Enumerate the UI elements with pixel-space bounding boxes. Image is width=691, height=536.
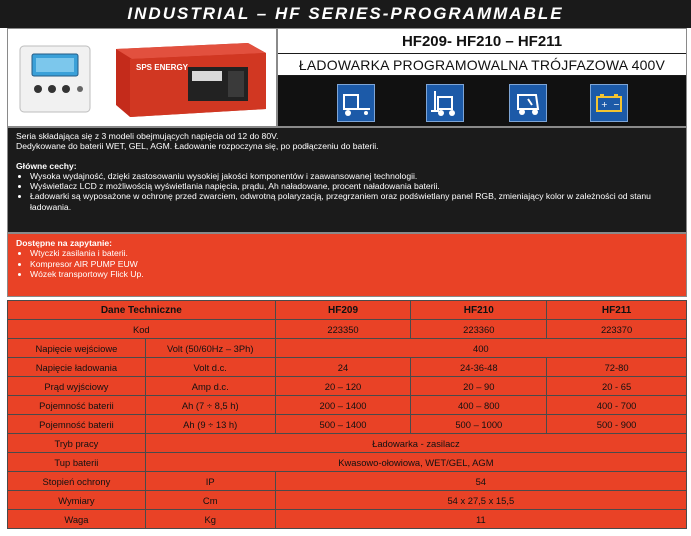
charger-image xyxy=(108,39,268,119)
brand-label: SPS ENERGY xyxy=(136,63,189,72)
table-cell: 54 x 27,5 x 15,5 xyxy=(275,491,686,510)
model-info xyxy=(277,28,687,127)
model-list: HF209- HF210 – HF211 xyxy=(278,29,686,54)
row-unit: IP xyxy=(145,472,275,491)
table-header-cell: HF210 xyxy=(411,301,547,320)
description-line: Seria składająca się z 3 modeli obejmujących napięcia od 12 do 80V. xyxy=(16,131,279,141)
availability-title: Dostępne na zapytanie: xyxy=(16,238,112,248)
row-label: Wymiary xyxy=(8,491,146,510)
table-cell: 24 xyxy=(275,358,411,377)
svg-text:+: + xyxy=(601,100,608,109)
table-cell: 400 xyxy=(275,339,686,358)
table-header-cell: HF209 xyxy=(275,301,411,320)
forklift-icon xyxy=(426,84,464,122)
feature-item: • Wysoka wydajność, dzięki zastosowaniu wysokiej jakości komponentów i zaawansowanej technologii. xyxy=(30,171,678,181)
table-row xyxy=(8,453,687,472)
availability-item: • Kompresor AIR PUMP EUW xyxy=(30,259,678,269)
table-cell: 400 - 700 xyxy=(547,396,687,415)
technical-data-table xyxy=(7,300,687,529)
row-label: Pojemność baterii xyxy=(8,415,146,434)
table-cell: 54 xyxy=(275,472,686,491)
row-label: Kod xyxy=(8,320,276,339)
row-label: Pojemność baterii xyxy=(8,396,146,415)
row-unit: Amp d.c. xyxy=(145,377,275,396)
table-row xyxy=(8,510,687,529)
features-list xyxy=(30,171,678,212)
table-cell: 20 – 90 xyxy=(411,377,547,396)
row-unit: Ah (9 ÷ 13 h) xyxy=(145,415,275,434)
row-label: Napięcie wejściowe xyxy=(8,339,146,358)
table-cell: Ładowarka - zasilacz xyxy=(145,434,686,453)
table-cell: 72-80 xyxy=(547,358,687,377)
table-cell: 24-36-48 xyxy=(411,358,547,377)
availability-list xyxy=(30,248,678,279)
row-label: Tryb pracy xyxy=(8,434,146,453)
product-subtitle: ŁADOWARKA PROGRAMOWALNA TRÓJFAZOWA 400V xyxy=(278,54,686,76)
control-panel-image xyxy=(18,44,98,114)
row-label: Prąd wyjściowy xyxy=(8,377,146,396)
row-label: Tup baterii xyxy=(8,453,146,472)
table-row xyxy=(8,491,687,510)
feature-item: • Ładowarki są wyposażone w ochronę przed zwarciem, odwrotną polaryzacją, przegrzaniem oraz podświetlany panel RGB, zmieniający kolor w zależności od stanu ładowania. xyxy=(30,191,678,212)
table-row xyxy=(8,396,687,415)
table-header-cell: Dane Techniczne xyxy=(8,301,276,320)
table-cell: Kwasowo-ołowiowa, WET/GEL, AGM xyxy=(145,453,686,472)
description-section xyxy=(7,127,687,233)
row-unit: Ah (7 ÷ 8,5 h) xyxy=(145,396,275,415)
table-cell: 223360 xyxy=(411,320,547,339)
product-header xyxy=(7,28,687,127)
table-header-cell: HF211 xyxy=(547,301,687,320)
table-cell: 500 – 1400 xyxy=(275,415,411,434)
page-title: INDUSTRIAL – HF SERIES-PROGRAMMABLE xyxy=(0,0,691,28)
table-row xyxy=(8,377,687,396)
table-cell: 223350 xyxy=(275,320,411,339)
golf-cart-icon xyxy=(509,84,547,122)
availability-section xyxy=(7,233,687,297)
row-label: Waga xyxy=(8,510,146,529)
row-unit: Volt (50/60Hz – 3Ph) xyxy=(145,339,275,358)
feature-item: • Wyświetlacz LCD z możliwością wyświetlania napięcia, prądu, Ah naładowane, procent naładowania baterii. xyxy=(30,181,678,191)
battery-icon xyxy=(590,84,628,122)
table-cell: 223370 xyxy=(547,320,687,339)
table-row xyxy=(8,320,687,339)
table-row xyxy=(8,472,687,491)
table-header-row xyxy=(8,301,687,320)
table-row xyxy=(8,415,687,434)
row-label: Napięcie ładowania xyxy=(8,358,146,377)
svg-text:−: − xyxy=(613,100,620,109)
table-cell: 20 – 120 xyxy=(275,377,411,396)
features-title: Główne cechy: xyxy=(16,160,77,171)
table-cell: 11 xyxy=(275,510,686,529)
availability-item: • Wózek transportowy Flick Up. xyxy=(30,269,678,279)
availability-item: • Wtyczki zasilania i baterii. xyxy=(30,248,678,258)
table-cell: 200 – 1400 xyxy=(275,396,411,415)
table-cell: 400 – 800 xyxy=(411,396,547,415)
row-label: Stopień ochrony xyxy=(8,472,146,491)
table-cell: 500 – 1000 xyxy=(411,415,547,434)
row-unit: Cm xyxy=(145,491,275,510)
table-cell: 20 - 65 xyxy=(547,377,687,396)
table-cell: 500 - 900 xyxy=(547,415,687,434)
table-row xyxy=(8,434,687,453)
product-photo xyxy=(7,28,277,127)
row-unit: Kg xyxy=(145,510,275,529)
table-row xyxy=(8,358,687,377)
table-row xyxy=(8,339,687,358)
row-unit: Volt d.c. xyxy=(145,358,275,377)
forklift-pallet-truck-icon xyxy=(337,84,375,122)
application-icons xyxy=(278,82,688,124)
description-line: Dedykowane do baterii WET, GEL, AGM. Ładowanie rozpoczyna się, po podłączeniu do baterii. xyxy=(16,141,379,152)
